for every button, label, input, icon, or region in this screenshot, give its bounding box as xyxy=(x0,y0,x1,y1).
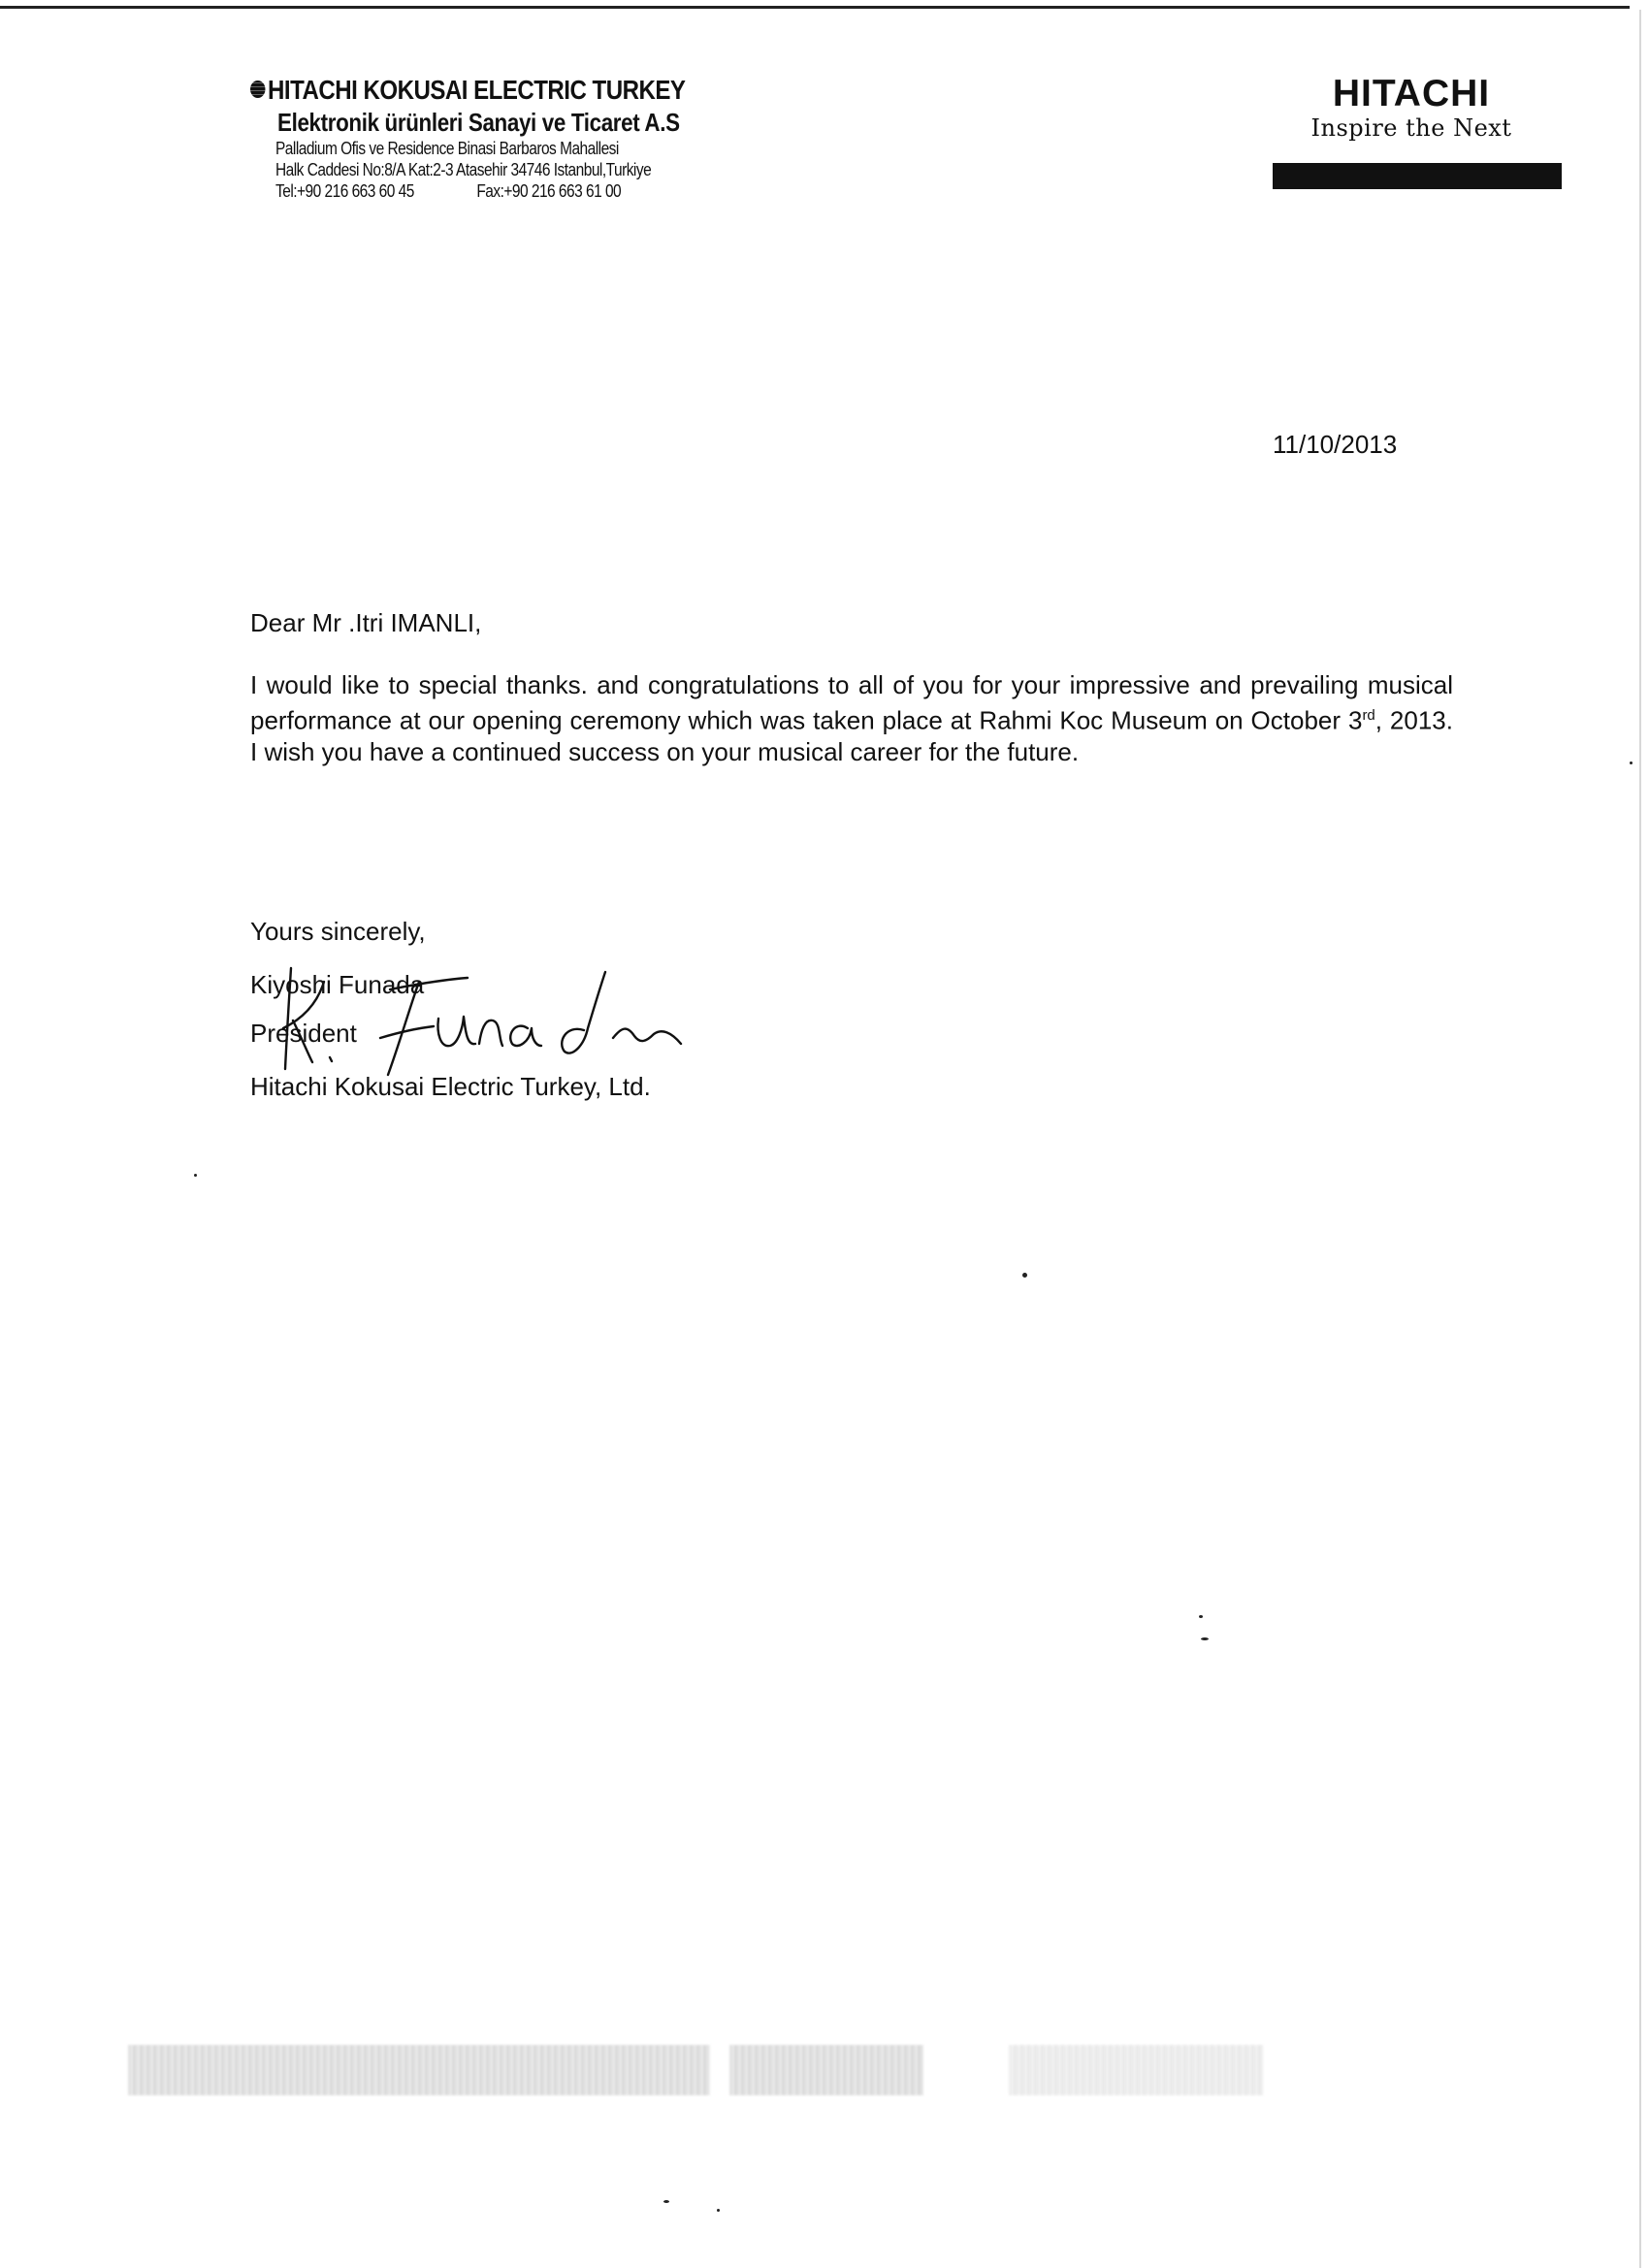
brand-tagline: Inspire the Next xyxy=(1310,114,1512,142)
company-line xyxy=(250,74,718,107)
brand-bar xyxy=(1273,163,1562,189)
scan-speck xyxy=(1199,1615,1203,1618)
address-line-2: Halk Caddesi No:8/A Kat:2-3 Atasehir 34746 Istanbul,Turkiye xyxy=(275,160,652,179)
ordinal-suffix: rd xyxy=(1362,707,1375,724)
letterhead xyxy=(250,74,793,202)
brand-name: HITACHI xyxy=(1332,73,1491,114)
contact-row xyxy=(275,180,721,202)
letter-date: 11/10/2013 xyxy=(1273,430,1398,459)
greeting: Dear Mr .Itri IMANLI, xyxy=(250,608,482,637)
scan-speck xyxy=(663,2200,669,2203)
scan-speck xyxy=(1022,1273,1027,1278)
body-part-1: I would like to special thanks. and congratulations to all of you for your impressive and prevailing musical performance at our opening ceremony which was taken place at Rahmi Koc Museum on October 3 xyxy=(250,670,1453,735)
scan-speck xyxy=(194,1174,197,1177)
scan-smudge xyxy=(1009,2045,1263,2095)
globe-icon xyxy=(250,81,265,98)
scan-speck xyxy=(1201,1637,1209,1640)
telephone: Tel:+90 216 663 60 45 xyxy=(275,181,414,201)
body-paragraph xyxy=(250,669,1453,767)
page-edge xyxy=(1639,10,1641,2268)
signer-name: Kiyoshi Funada xyxy=(250,970,425,999)
signer-company: Hitachi Kokusai Electric Turkey, Ltd. xyxy=(250,1072,651,1101)
letter-body xyxy=(250,669,1453,767)
closing: Yours sincerely, xyxy=(250,917,426,946)
scan-smudge xyxy=(128,2045,710,2095)
handwritten-signature xyxy=(274,960,710,1077)
address-line-1: Palladium Ofis ve Residence Binasi Barbaros Mahallesi xyxy=(275,139,619,158)
fax: Fax:+90 216 663 61 00 xyxy=(476,181,622,201)
scan-speck xyxy=(1630,761,1633,764)
brand-logo xyxy=(1300,74,1523,142)
scan-speck xyxy=(717,2209,720,2212)
scan-smudge xyxy=(729,2045,923,2095)
company-name: HITACHI KOKUSAI ELECTRIC TURKEY xyxy=(268,75,686,105)
body-part-2: , 2013. I wish you have a continued success on your musical career for the future. xyxy=(250,705,1453,766)
top-border xyxy=(0,6,1630,9)
company-subtitle: Elektronik ürünleri Sanayi ve Ticaret A.S xyxy=(277,108,680,137)
signer-title: President xyxy=(250,1019,357,1048)
